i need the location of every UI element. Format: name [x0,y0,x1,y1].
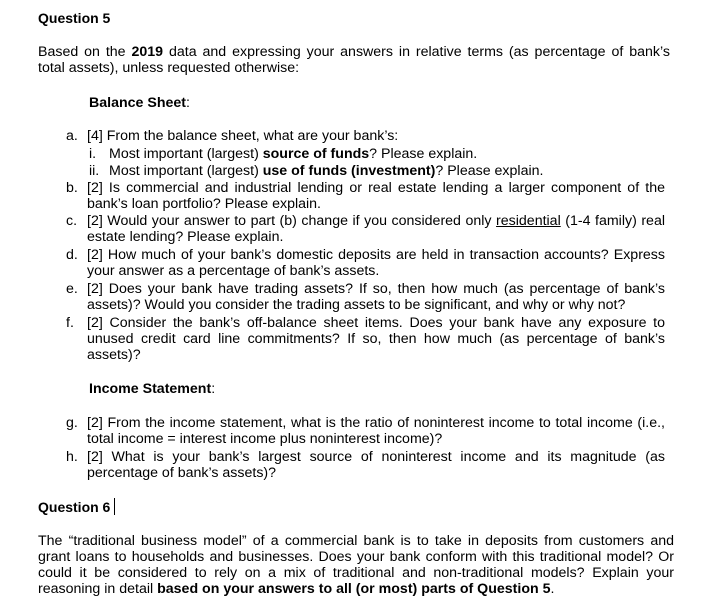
question-6-body: The “traditional business model” of a commercial bank is to take in deposits from customers and grant loans to households and businesses. Does your bank conform with this traditional model? Or could it be considered to rely on a mix of traditional and non-traditional models? Explain your reasoning in detail based on your answers to all (or most) parts of Question 5. [38,533,674,597]
balance-sheet-heading: Balance Sheet: [89,95,190,111]
question-5-intro: Based on the 2019 data and expressing your answers in relative terms (as percentage of bank’s total assets), unless requested otherwise: [38,44,670,76]
income-statement-heading: Income Statement: [89,381,216,397]
question-6-heading: Question 6 [38,498,115,515]
question-5-heading: Question 5 [38,10,111,26]
document-page: Question 5 Based on the 2019 data and expressing your answers in relative terms (as percentage of bank’s total assets), unless requested otherwise: Balance Sheet: a. [4] From the balance sheet, what are your bank’s: i. Most important (largest) source of funds? Please explain. ii. Most important (largest) use of funds (investment)? Please explain. b. [2] Is commercial and industrial lending or real estate lending a larger component of the bank’s loan portfolio? Please explain. c. [2] Would your answer to part (b) change if you considered only residential (1-4 family) real estate lending? Please explain. d. [2] How much of your bank’s domestic deposits are held in transaction accounts? Express your answer as a percentage of bank’s assets. e. [2] Does your bank have trading assets? If so, then how much (as percentage of bank’s assets)? Would you consider the trading assets to be significant, and why or why not? f. [2] Consider the bank’s off-balance sheet items. Does your bank have any exposure to unused credit card line commitments? If so, then how much (as percentage of bank’s assets)? Income Statement: g. [2] From the income statement, what is the ratio of noninterest income to total income (i.e., total income = interest income plus noninterest income)? h. [2] What is your bank’s largest source of noninterest income and its magnitude (as percentage of bank’s assets)? Question 6 The “traditional business model” of a commercial bank is to take in deposits from customers and grant loans to households and businesses. Does your bank conform with this traditional model? Or could it be considered to rely on a mix of traditional and non-traditional models? Explain your reasoning in detail based on your answers to all (or most) parts of Question 5. [38,10,674,597]
text-cursor [114,498,115,515]
